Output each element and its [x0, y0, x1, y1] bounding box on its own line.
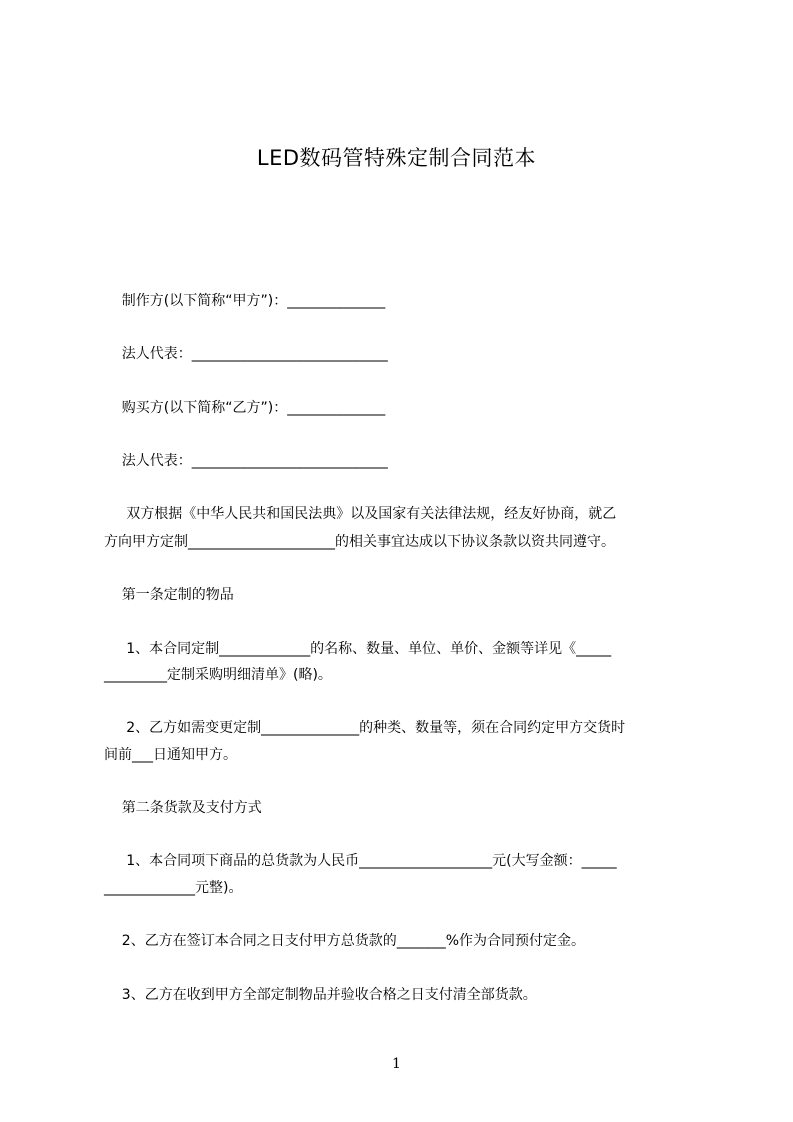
article-1-item-2-line-1: 2、乙方如需变更定制______________的种类、数量等，须在合同约定甲方交货时: [104, 720, 626, 736]
preamble-line-2: 方向甲方定制_____________________的相关事宜达成以下协议条款以资共同遵守。: [104, 534, 615, 550]
page-number: 1: [392, 1056, 401, 1072]
preamble-line-1: 双方根据《中华人民共和国民法典》以及国家有关法律法规，经友好协商，就乙: [104, 506, 617, 522]
party-b-rep-line: 法人代表：____________________________: [104, 453, 388, 469]
article-2-item-3: 3、乙方在收到甲方全部定制物品并验收合格之日支付清全部货款。: [104, 987, 537, 1003]
article-1-item-2-line-2: 间前___日通知甲方。: [104, 747, 237, 763]
article-2-heading: 第二条货款及支付方式: [104, 800, 262, 816]
article-2-item-1-line-2: _____________元整)。: [104, 880, 243, 896]
article-1-item-1-line-1: 1、本合同定制_____________的名称、数量、单位、单价、金额等详见《_____: [104, 641, 612, 657]
party-a-line: 制作方(以下简称“甲方”)：______________: [104, 293, 386, 309]
article-2-item-1-line-1: 1、本合同项下商品的总货款为人民币___________________元(大写金额：_____: [104, 853, 617, 869]
article-2-item-2: 2、乙方在签订本合同之日支付甲方总货款的_______%作为合同预付定金。: [104, 933, 586, 949]
article-1-heading: 第一条定制的物品: [104, 587, 234, 603]
article-1-item-1-line-2: _________定制采购明细清单》(略)。: [104, 667, 332, 683]
party-a-rep-line: 法人代表：____________________________: [104, 346, 388, 362]
document-title: LED数码管特殊定制合同范本: [256, 146, 537, 170]
party-b-line: 购买方(以下简称“乙方”)：______________: [104, 400, 386, 416]
